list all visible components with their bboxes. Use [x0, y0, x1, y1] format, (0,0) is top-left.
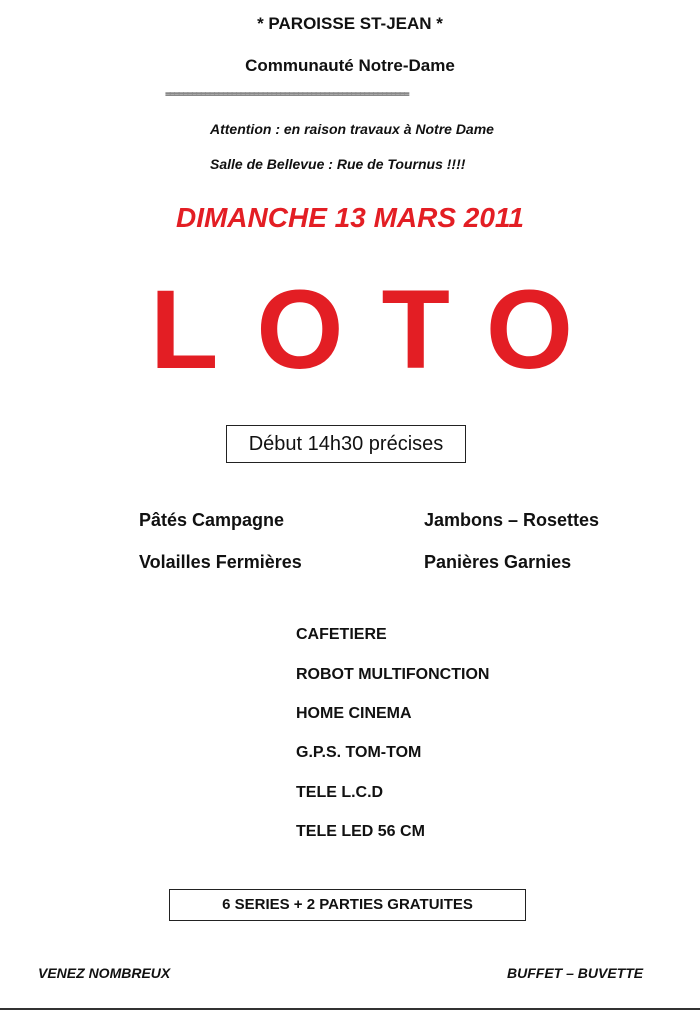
separator-line: ======================================================= [165, 89, 409, 100]
footer-left-text: VENEZ NOMBREUX [38, 965, 171, 981]
footer-right-text: BUFFET – BUVETTE [507, 965, 644, 981]
event-date: DIMANCHE 13 MARS 2011 [175, 202, 525, 233]
main-prize-item: CAFETIERE [296, 626, 387, 643]
bottom-rule [0, 1008, 700, 1010]
parish-heading: * PAROISSE ST-JEAN * [257, 14, 443, 33]
prize-left-1: Pâtés Campagne [139, 510, 285, 530]
prize-left-2: Volailles Fermières [139, 552, 302, 572]
main-prize-item: TELE L.C.D [296, 784, 384, 801]
main-prize-item: ROBOT MULTIFONCTION [296, 666, 490, 683]
prize-right-1: Jambons – Rosettes [424, 510, 600, 530]
main-prize-item: G.P.S. TOM-TOM [296, 744, 422, 761]
main-prize-item: HOME CINEMA [296, 705, 412, 722]
venue-notice: Salle de Bellevue : Rue de Tournus !!!! [210, 156, 466, 172]
start-time-box: Début 14h30 précises [226, 425, 466, 463]
series-box: 6 SERIES + 2 PARTIES GRATUITES [169, 889, 526, 921]
main-prize-item: TELE LED 56 CM [296, 823, 425, 840]
event-title: LOTO [150, 267, 612, 392]
attention-notice: Attention : en raison travaux à Notre Dame [210, 121, 494, 137]
community-heading: Communauté Notre-Dame [245, 56, 455, 75]
prize-right-2: Panières Garnies [424, 552, 572, 572]
